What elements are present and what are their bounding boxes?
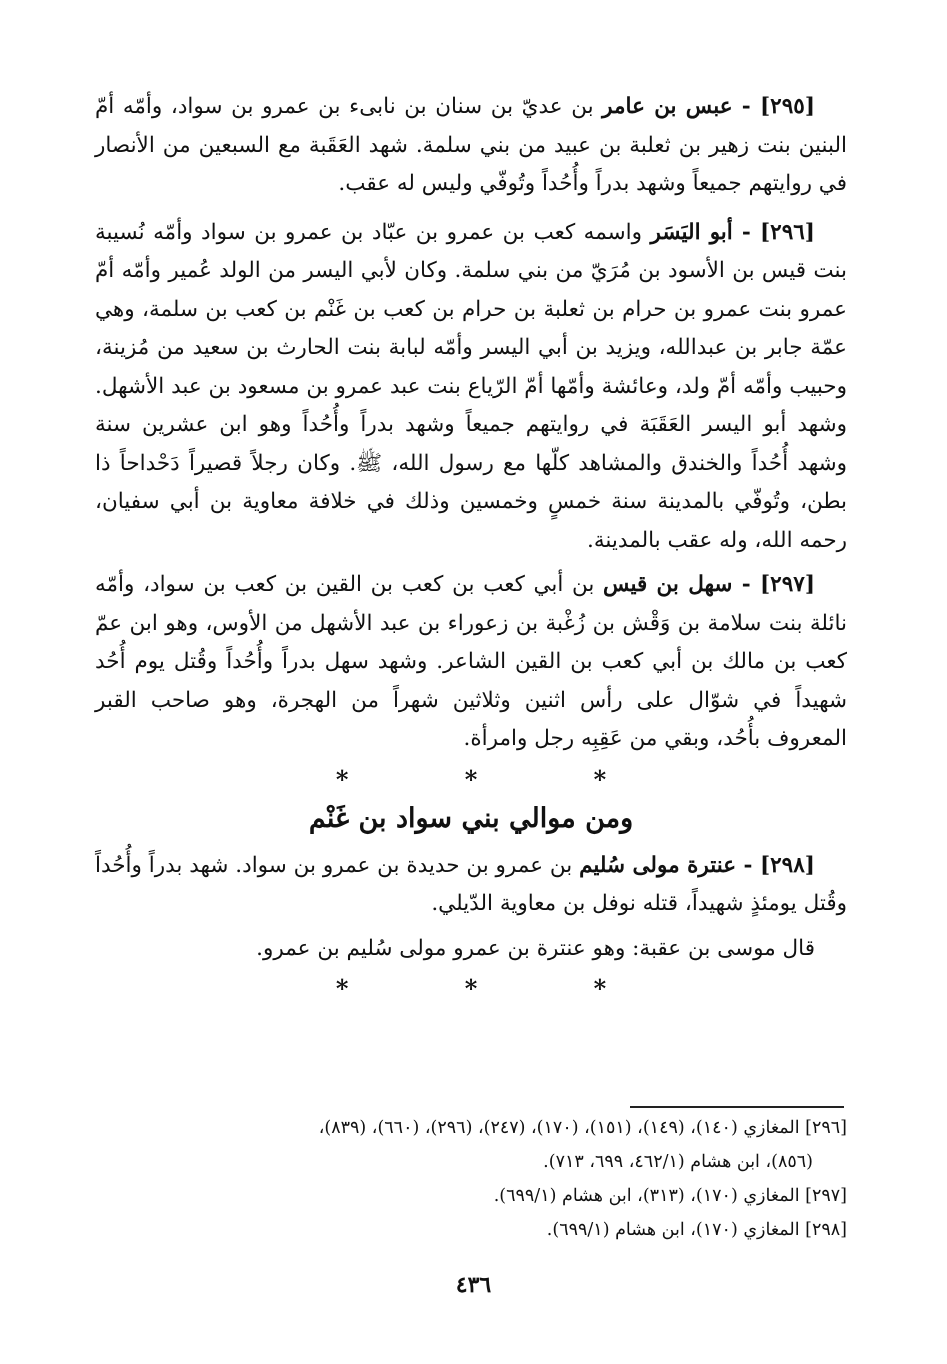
entry-number: [٢٩٨] - [736, 852, 815, 878]
footnote-298 [95, 1216, 847, 1245]
page-number: ٤٣٦ [455, 1272, 492, 1298]
separator-stars-bottom: * * * [335, 973, 661, 1003]
separator-stars: * * * [335, 764, 661, 794]
footnote-text: [٢٩٨] المغازي (١٧٠)، ابن هشام (٦٩٩/١). [546, 1220, 847, 1240]
entry-number: [٢٩٧] - [732, 572, 815, 597]
section-heading: ومن موالي بني سواد بن غَنْم [308, 802, 634, 834]
entry-name: عبس بن عامر [602, 94, 733, 119]
entry-296 [95, 214, 847, 561]
footnote-text: (٨٥٦)، ابن هشام (٤٦٢/١، ٦٩٩، ٧١٣). [543, 1152, 813, 1172]
entry-295 [95, 88, 847, 204]
quote-line: قال موسى بن عقبة: وهو عنترة بن عمرو مولى سُليم بن عمرو. [256, 935, 815, 961]
entry-text: بن عمرو بن حديدة بن عمرو بن سواد. شهد بدراً وأُحُداً وقُتل يومئذٍ شهيداً، قتله نوفل بن معاوية الدّيلي. [95, 852, 847, 916]
footnotes [95, 1114, 847, 1250]
entry-name: عنترة مولى سُليم [579, 852, 737, 878]
entry-number: [٢٩٥] - [732, 94, 815, 119]
entry-text: واسمه كعب بن عمرو بن عبّاد بن عمرو بن سواد وأمّه نُسيبة بنت قيس بن الأسود بن مُرَيّ من بني سلمة. وكان لأبي اليسر من الولد عُمير وأمّه أمّ عمرو بنت عمرو بن حرام بن ثعلبة بن حرام بن كعب بن غَنْم بن كعب بن سلمة، وهي عمّة جابر بن عبدالله، ويزيد بن أبي اليسر وأمّه لبابة بنت الحارث بن سعيد من مُزينة، وحبيب وأمّه أمّ ولد، وعائشة وأمّها أمّ الرّياع بنت عبد عمرو بن مسعود بن عبد الأشهل. وشهد أبو اليسر العَقَبَة في روايتهم جميعاً وشهد بدراً وأُحُداً وهو ابن عشرين سنة وشهد أُحُداً والخندق والمشاهد كلّها مع رسول الله، ﷺ. وكان رجلاً قصيراً دَحْداحاً ذا بطن، وتُوفّي بالمدينة سنة خمسٍ وخمسين وذلك في خلافة معاوية بن أبي سفيان، رحمه الله، وله عقب بالمدينة. [95, 219, 847, 553]
footnote-296 [95, 1114, 847, 1143]
entry-name: أبو اليَسَر [650, 219, 733, 245]
footnote-297 [95, 1182, 847, 1211]
entry-297 [95, 566, 847, 759]
entry-number: [٢٩٦] - [732, 219, 815, 245]
main-text [95, 88, 847, 1006]
footnote-text: [٢٩٦] المغازي (١٤٠)، (١٤٩)، (١٥١)، (١٧٠)، (٢٤٧)، (٢٩٦)، (٦٦٠)، (٨٣٩)، [318, 1118, 847, 1138]
footnote-296-cont [95, 1148, 847, 1177]
footnote-rule [630, 1106, 844, 1108]
entry-298 [95, 847, 847, 924]
entry-name: سهل بن قيس [603, 572, 733, 597]
footnote-text: [٢٩٧] المغازي (١٧٠)، (٣١٣)، ابن هشام (٦٩٩/١). [493, 1186, 847, 1206]
entry-text: بن أبي كعب بن كعب بن القين بن كعب بن سواد، وأمّه نائلة بنت سلامة بن وَقْش بن زُغْبة بن زعوراء بن عبد الأشهل من الأوس، وهو ابن عمّ كعب بن مالك بن أبي كعب بن القين الشاعر. وشهد سهل بدراً وأُحُداً وقُتل يوم أُحُد شهيداً في شوّال على رأس اثنين وثلاثين شهراً من الهجرة، وهو صاحب القبر المعروف بأُحُد، وبقي من عَقِبِه رجل وامرأة. [95, 572, 847, 751]
entry-text: بن عديّ بن سنان بن نابىء بن عمرو بن سواد، وأمّه أمّ البنين بنت زهير بن ثعلبة بن عبيد من بني سلمة. شهد العَقَبة مع السبعين من الأنصار في روايتهم جميعاً وشهد بدراً وأُحُداً وتُوفّي وليس له عقب. [95, 94, 847, 196]
